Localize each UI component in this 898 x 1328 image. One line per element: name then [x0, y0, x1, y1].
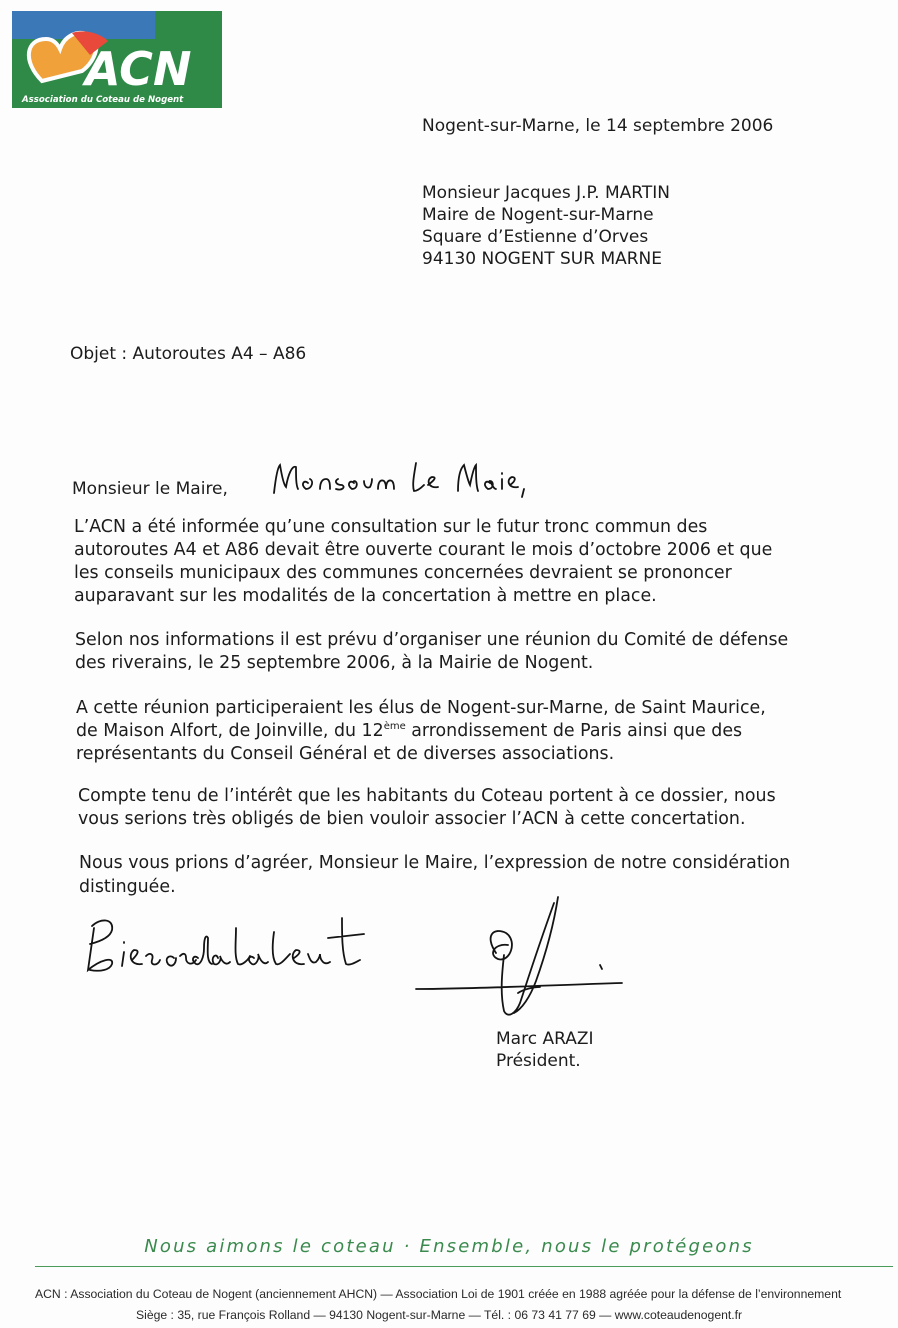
recipient-title: Maire de Nogent-sur-Marne: [422, 205, 654, 225]
paragraph-3-line-2: [76, 720, 742, 743]
recipient-city: 94130 NOGENT SUR MARNE: [422, 249, 663, 269]
paragraph-3-line-3: représentants du Conseil Général et de diverses associations.: [76, 744, 615, 764]
paragraph-3-line-2-start: de Maison Alfort, de Joinville, du 12: [76, 721, 384, 741]
subject-line: Objet : Autoroutes A4 – A86: [70, 344, 307, 364]
acn-logo: [12, 11, 222, 108]
paragraph-2-line-2: des riverains, le 25 septembre 2006, à la Mairie de Nogent.: [75, 653, 594, 673]
footer-line-2: Siège : 35, rue François Rolland — 94130 Nogent-sur-Marne — Tél. : 06 73 41 77 69 — www.coteaudenogent.fr: [136, 1308, 743, 1322]
paragraph-3-line-1: A cette réunion participeraient les élus de Nogent-sur-Marne, de Saint Maurice,: [76, 698, 766, 718]
handwritten-closing: [80, 908, 370, 978]
footer-line-1: ACN : Association du Coteau de Nogent (anciennement AHCN) — Association Loi de 1901 créée en 1988 agréée pour la défense de l’environnement: [35, 1287, 842, 1301]
paragraph-1-line-2: autoroutes A4 et A86 devait être ouverte courant le mois d’octobre 2006 et que: [74, 540, 773, 560]
signatory-name: Marc ARAZI: [496, 1029, 594, 1049]
footer-slogan: Nous aimons le coteau · Ensemble, nous le protégeons: [144, 1236, 754, 1257]
ordinal-superscript: ème: [383, 721, 406, 732]
paragraph-5-line-2: distinguée.: [79, 877, 176, 897]
paragraph-4-line-1: Compte tenu de l’intérêt que les habitants du Coteau portent à ce dossier, nous: [78, 786, 776, 806]
paragraph-3-line-2-end: arrondissement de Paris ainsi que des: [405, 721, 743, 741]
recipient-street: Square d’Estienne d’Orves: [422, 227, 649, 247]
paragraph-5-line-1: Nous vous prions d’agréer, Monsieur le Maire, l’expression de notre considération: [79, 853, 791, 873]
salutation: Monsieur le Maire,: [72, 479, 228, 499]
paragraph-1-line-3: les conseils municipaux des communes concernées devraient se prononcer: [74, 563, 732, 583]
paragraph-1-line-4: auparavant sur les modalités de la concertation à mettre en place.: [74, 586, 657, 606]
handwritten-salutation: [268, 455, 528, 505]
paragraph-4-line-2: vous serions très obligés de bien vouloir associer l’ACN à cette concertation.: [78, 809, 746, 829]
signature: [414, 893, 634, 1033]
paragraph-1-line-1: L’ACN a été informée qu’une consultation sur le futur tronc commun des: [74, 517, 708, 537]
paragraph-2-line-1: Selon nos informations il est prévu d’organiser une réunion du Comité de défense: [75, 630, 789, 650]
logo-acronym: ACN: [85, 42, 192, 96]
logo-subtitle: Association du Coteau de Nogent: [22, 95, 184, 105]
signatory-title: Président.: [496, 1051, 581, 1071]
recipient-name: Monsieur Jacques J.P. MARTIN: [422, 183, 670, 203]
date-line: Nogent-sur-Marne, le 14 septembre 2006: [422, 116, 774, 136]
footer-divider: [35, 1266, 893, 1267]
